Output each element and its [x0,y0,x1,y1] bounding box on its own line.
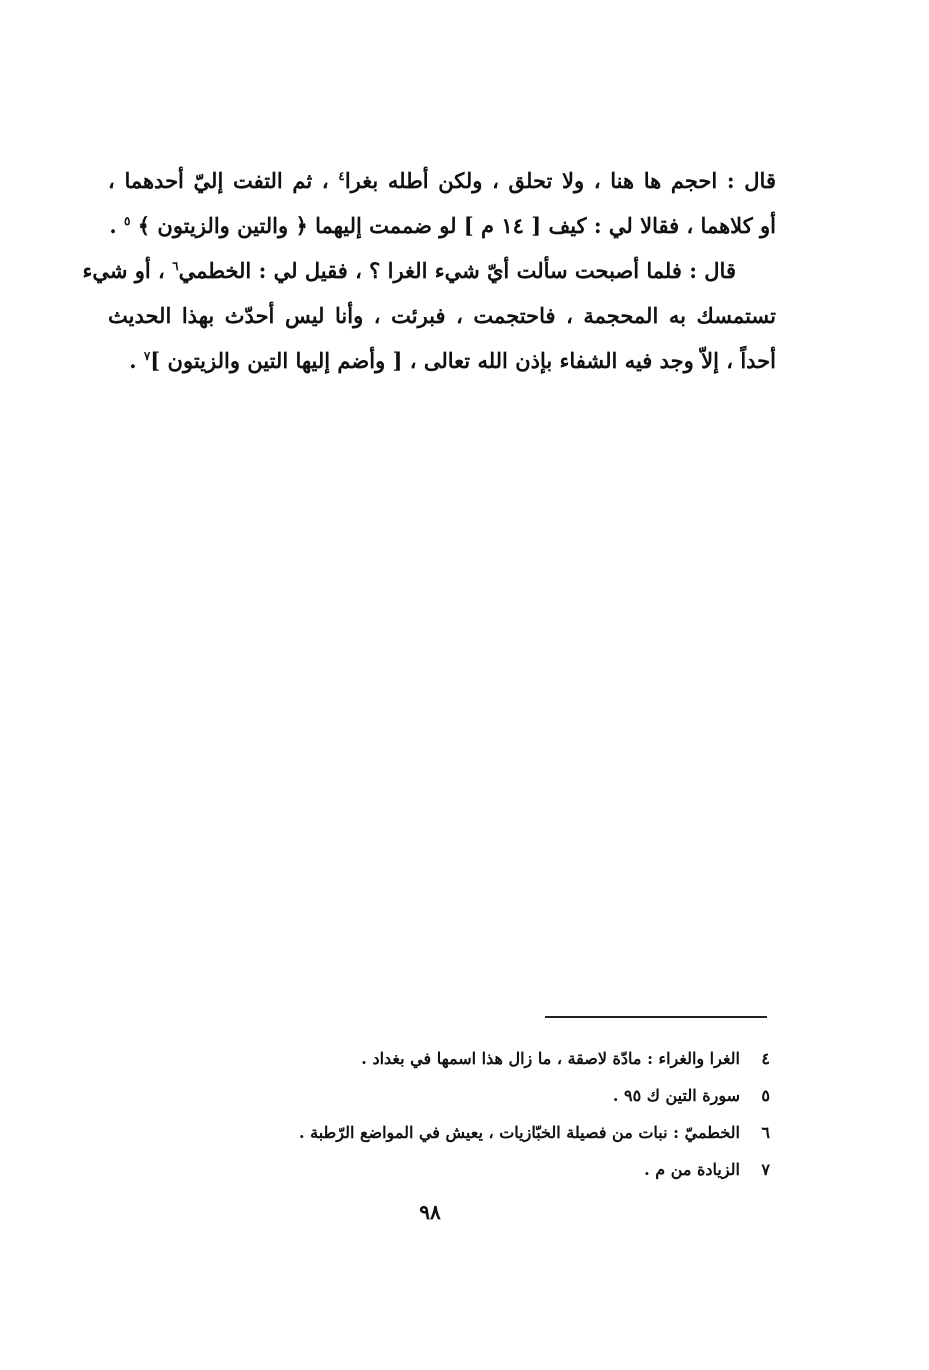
footnote-5 [280,1077,770,1114]
footnote-text: الزيادة من م . [644,1160,740,1179]
footnote-number: ٥ [761,1086,770,1105]
body-line-1-end: ، ثم التفت إليّ أحدهما ، [108,168,339,193]
body-line-3 [82,248,776,293]
body-line-2-text: أو كلاهما ، فقالا لي : كيف [ ١٤ م ] لو ضممت إليهما ﴿ والتين والزيتون ﴾ [137,213,776,238]
body-line-1 [108,158,776,203]
body-text [82,158,776,383]
footnote-7 [280,1151,770,1188]
footnote-text: الغرا والغراء : مادّة لاصقة ، ما زال هذا اسمها في بغداد . [361,1049,740,1068]
footnote-number: ٤ [761,1049,770,1068]
footnote-ref-4: ٤ [338,169,345,183]
footnote-separator-rule [545,1016,767,1018]
body-line-2 [108,203,776,248]
footnote-text: الخطميّ : نبات من فصيلة الخبّازيات ، يعيش في المواضع الرّطبة . [299,1123,740,1142]
footnote-number: ٦ [761,1123,770,1142]
body-line-4 [108,293,776,338]
body-line-3-end: ، أو شيء [82,258,173,283]
footnote-ref-6: ٦ [172,259,179,273]
body-line-4-text: تستمسك به المحجمة ، فاحتجمت ، فبرئت ، وأنا ليس أحدّث بهذا الحديث [108,303,776,328]
footnote-4 [280,1040,770,1077]
body-line-5 [108,338,776,383]
footnotes [280,1040,770,1188]
footnote-text: سورة التين ك ٩٥ . [612,1086,740,1105]
footnote-6 [280,1114,770,1151]
body-line-5-text: أحداً ، إلاّ وجد فيه الشفاء بإذن الله تعالى ، [ وأضم إليها التين والزيتون ] [150,348,776,373]
body-line-2-end: . [109,213,117,238]
footnote-ref-5: ٥ [124,214,131,228]
body-line-1-text: قال : احجم ها هنا ، ولا تحلق ، ولكن أطله بغرا [344,168,776,193]
body-line-5-end: . [129,348,144,373]
page-number: ٩٨ [419,1200,441,1224]
footnote-ref-7: ٧ [143,349,151,363]
footnote-number: ٧ [761,1160,770,1179]
body-line-3-text: قال : فلما أصبحت سألت أيّ شيء الغرا ؟ ، فقيل لي : الخطمي [178,258,736,283]
